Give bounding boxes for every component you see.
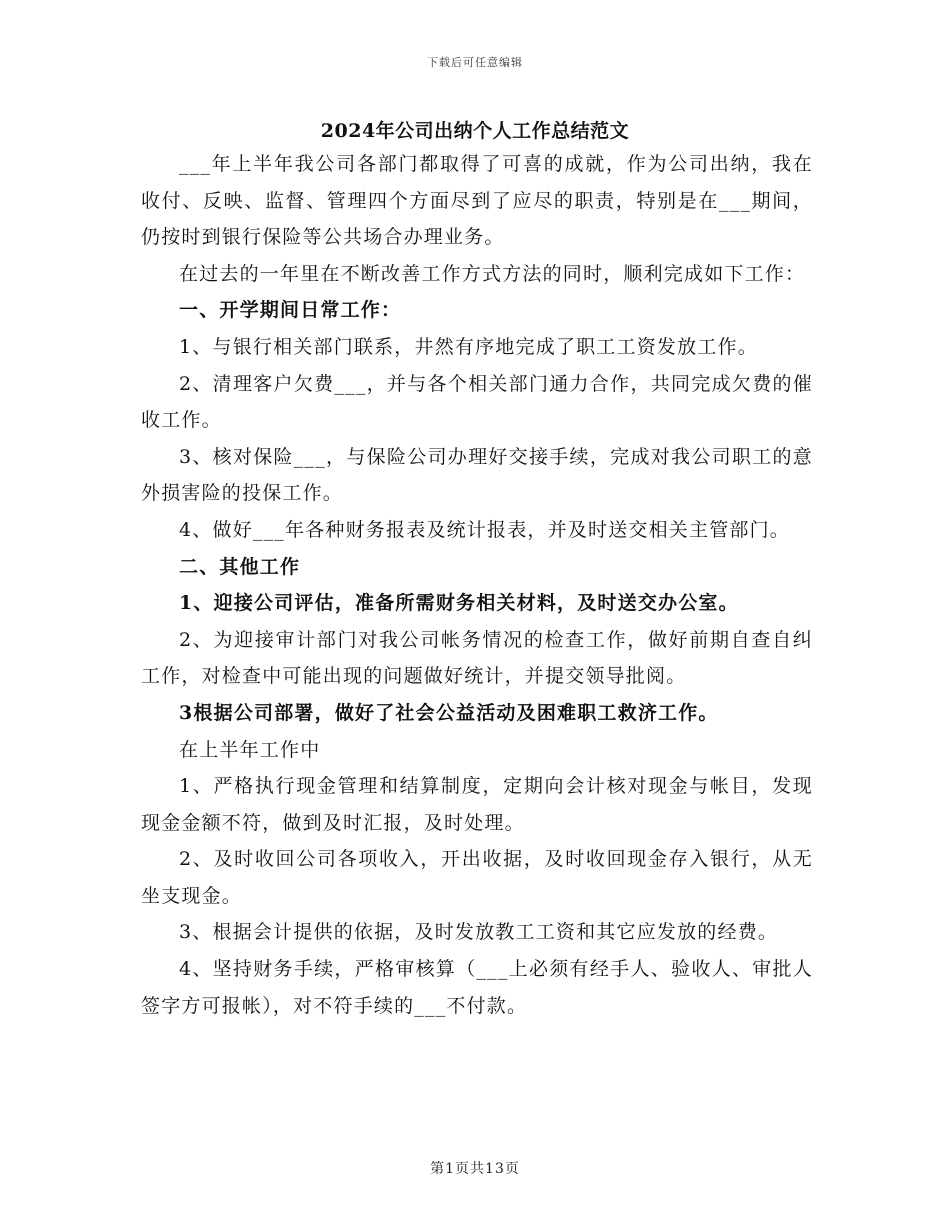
- list-item-bold: 3根据公司部署，做好了社会公益活动及困难职工救济工作。: [179, 701, 719, 724]
- list-item: 3、根据会计提供的依据，及时发放教工工资和其它应发放的经费。: [179, 921, 779, 944]
- list-item: 3、核对保险___，与保险公司办理好交接手续，完成对我公司职工的意外损害险的投保工作。: [141, 445, 813, 505]
- list-item: 2、清理客户欠费___，并与各个相关部门通力合作，共同完成欠费的催收工作。: [141, 372, 813, 432]
- list-item: 4、做好___年各种财务报表及统计报表，并及时送交相关主管部门。: [179, 518, 790, 541]
- list-item: 2、及时收回公司各项收入，开出收据，及时收回现金存入银行，从无坐支现金。: [141, 848, 813, 907]
- paragraph-intro: ___年上半年我公司各部门都取得了可喜的成就，作为公司出纳，我在收付、反映、监督、管理四个方面尽到了应尽的职责，特别是在___期间，仍按时到银行保险等公共场合办理业务。: [141, 153, 813, 249]
- page-number-footer: 第1页共13页: [430, 1161, 520, 1177]
- subsection-label: 在上半年工作中: [179, 738, 321, 761]
- list-item: 4、坚持财务手续，严格审核算（___上必须有经手人、验收人、审批人签字方可报帐），对不符手续的___不付款。: [141, 958, 813, 1017]
- list-item: 2、为迎接审计部门对我公司帐务情况的检查工作，做好前期自查自纠工作，对检查中可能出现的问题做好统计，并提交领导批阅。: [141, 628, 813, 688]
- paragraph-summary: 在过去的一年里在不断改善工作方式方法的同时，顺利完成如下工作：: [179, 262, 806, 285]
- header-note: 下载后可任意编辑: [427, 56, 523, 69]
- list-item: 1、与银行相关部门联系，井然有序地完成了职工工资发放工作。: [179, 335, 758, 358]
- list-item: 1、严格执行现金管理和结算制度，定期向会计核对现金与帐目，发现现金金额不符，做到及时汇报，及时处理。: [141, 775, 813, 834]
- section-heading-1: 一、开学期间日常工作：: [179, 299, 402, 322]
- list-item-bold: 1、迎接公司评估，准备所需财务相关材料，及时送交办公室。: [179, 592, 739, 615]
- document-title: 2024年公司出纳个人工作总结范文: [320, 120, 630, 142]
- document-body: [141, 146, 813, 1024]
- section-heading-2: 二、其他工作: [179, 555, 301, 578]
